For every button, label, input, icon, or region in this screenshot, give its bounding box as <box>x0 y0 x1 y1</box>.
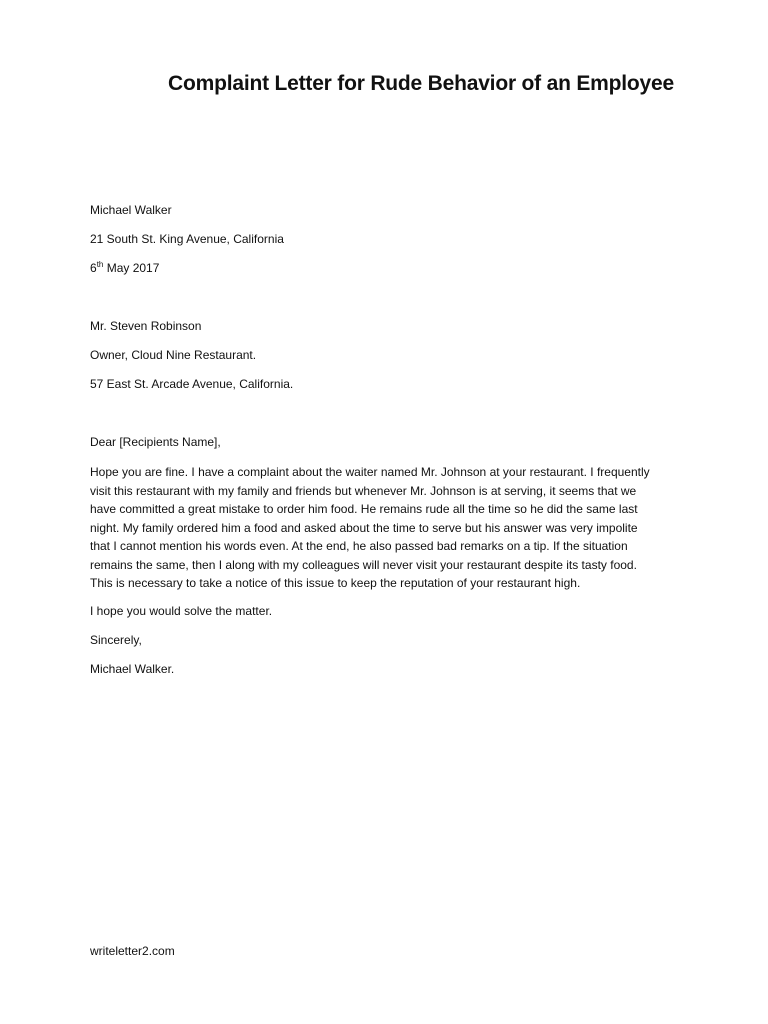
body-line: have committed a great mistake to order him food. He remains rude all the time so he did the same last <box>90 502 638 516</box>
signature: Michael Walker. <box>90 662 175 676</box>
sender-address: 21 South St. King Avenue, California <box>90 232 284 246</box>
body-line: Hope you are fine. I have a complaint about the waiter named Mr. Johnson at your restaurant. I frequently <box>90 465 650 479</box>
salutation: Dear [Recipients Name], <box>90 435 221 449</box>
letter-body <box>90 463 710 593</box>
recipient-title: Owner, Cloud Nine Restaurant. <box>90 348 257 362</box>
body-line: that I cannot mention his words even. At the end, he also passed bad remarks on a tip. If the situation <box>90 539 628 553</box>
recipient-name: Mr. Steven Robinson <box>90 319 202 333</box>
body-line: visit this restaurant with my family and friends but whenever Mr. Johnson is at serving, it seems that we <box>90 483 637 498</box>
date-rest: May 2017 <box>103 261 160 275</box>
date-suffix: th <box>96 260 104 269</box>
body-line: remains the same, then I along with my colleagues will never visit your restaurant despite its tasty food. <box>90 557 637 572</box>
closing-request: I hope you would solve the matter. <box>90 604 273 618</box>
recipient-address: 57 East St. Arcade Avenue, California. <box>90 377 294 391</box>
letter-date <box>90 260 159 276</box>
sender-name: Michael Walker <box>90 203 172 217</box>
footer-website: writeletter2.com <box>90 944 175 958</box>
date-day: 6 <box>90 261 97 275</box>
body-line: This is necessary to take a notice of this issue to keep the reputation of your restaurant high. <box>90 576 581 590</box>
page-title: Complaint Letter for Rude Behavior of an Employee <box>168 72 674 95</box>
closing: Sincerely, <box>90 633 142 647</box>
body-line: night. My family ordered him a food and asked about the time to serve but his answer was very impolite <box>90 520 638 535</box>
